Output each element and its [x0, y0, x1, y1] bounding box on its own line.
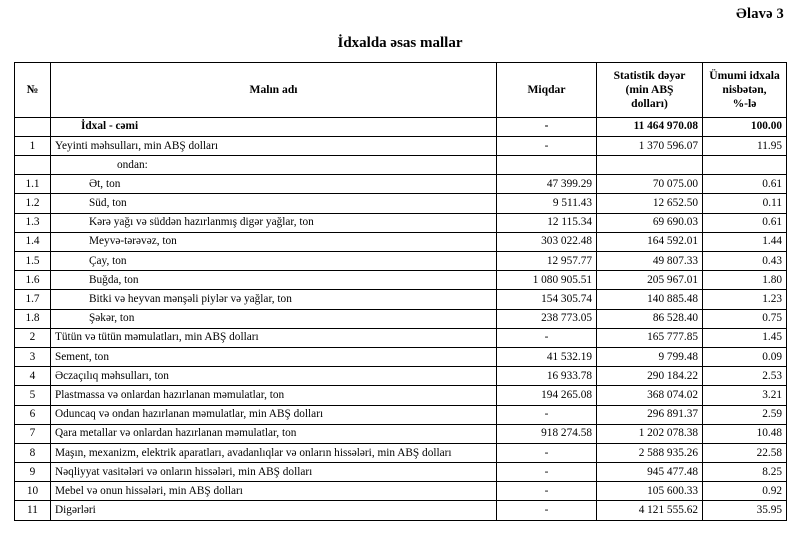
table-row	[15, 443, 787, 462]
table-row	[15, 117, 787, 136]
row-commodity-name: Buğda, ton	[51, 271, 497, 290]
row-share-percent: 1.44	[703, 232, 787, 251]
row-share-percent: 0.92	[703, 482, 787, 501]
row-statistical-value: 86 528.40	[597, 309, 703, 328]
row-number: 5	[15, 386, 51, 405]
table-body	[15, 117, 787, 520]
row-quantity: -	[497, 501, 597, 520]
row-number: 7	[15, 424, 51, 443]
row-commodity-name: Ət, ton	[51, 175, 497, 194]
row-quantity: -	[497, 463, 597, 482]
row-commodity-name: Çay, ton	[51, 252, 497, 271]
table-row	[15, 347, 787, 366]
column-header-quantity: Miqdar	[497, 63, 597, 118]
row-quantity: 16 933.78	[497, 367, 597, 386]
row-number: 10	[15, 482, 51, 501]
row-number: 1.2	[15, 194, 51, 213]
row-share-percent: 2.59	[703, 405, 787, 424]
row-number: 1	[15, 136, 51, 155]
row-statistical-value: 296 891.37	[597, 405, 703, 424]
row-share-percent: 1.45	[703, 328, 787, 347]
row-share-percent: 22.58	[703, 443, 787, 462]
row-statistical-value: 2 588 935.26	[597, 443, 703, 462]
row-number: 8	[15, 443, 51, 462]
row-number: 11	[15, 501, 51, 520]
row-statistical-value: 945 477.48	[597, 463, 703, 482]
table-row	[15, 424, 787, 443]
row-commodity-name: Kərə yağı və süddən hazırlanmış digər yağlar, ton	[51, 213, 497, 232]
row-statistical-value: 1 202 078.38	[597, 424, 703, 443]
row-share-percent: 0.09	[703, 347, 787, 366]
column-header-value-line2: (min ABŞ	[625, 82, 674, 96]
table-row	[15, 213, 787, 232]
row-share-percent: 100.00	[703, 117, 787, 136]
table-row	[15, 405, 787, 424]
row-statistical-value: 105 600.33	[597, 482, 703, 501]
imports-table	[14, 62, 787, 521]
row-number: 1.3	[15, 213, 51, 232]
column-header-value-line1: Statistik dəyər	[613, 69, 686, 82]
row-share-percent: 11.95	[703, 136, 787, 155]
row-commodity-name: Bitki və heyvan mənşəli piylər və yağlar, ton	[51, 290, 497, 309]
row-share-percent: 0.61	[703, 175, 787, 194]
row-number: 4	[15, 367, 51, 386]
table-header-row	[15, 63, 787, 118]
row-statistical-value: 368 074.02	[597, 386, 703, 405]
table-row	[15, 328, 787, 347]
row-share-percent: 0.43	[703, 252, 787, 271]
table-row	[15, 136, 787, 155]
row-quantity: 154 305.74	[497, 290, 597, 309]
row-commodity-name: İdxal - cəmi	[51, 117, 497, 136]
row-statistical-value: 70 075.00	[597, 175, 703, 194]
row-commodity-name: Qara metallar və onlardan hazırlanan məmulatlar, ton	[51, 424, 497, 443]
row-quantity: -	[497, 405, 597, 424]
row-statistical-value: 11 464 970.08	[597, 117, 703, 136]
row-commodity-name: Meyvə-tərəvəz, ton	[51, 232, 497, 251]
row-commodity-name: Maşın, mexanizm, elektrik aparatları, avadanlıqlar və onların hissələri, min ABŞ dolları	[51, 443, 497, 462]
row-quantity: 194 265.08	[497, 386, 597, 405]
row-commodity-name: Nəqliyyat vasitələri və onların hissələri, min ABŞ dolları	[51, 463, 497, 482]
row-statistical-value: 140 885.48	[597, 290, 703, 309]
row-number: 1.1	[15, 175, 51, 194]
table-row	[15, 367, 787, 386]
row-quantity: 12 957.77	[497, 252, 597, 271]
row-statistical-value: 69 690.03	[597, 213, 703, 232]
row-quantity: -	[497, 117, 597, 136]
row-commodity-name: Sement, ton	[51, 347, 497, 366]
table-row	[15, 463, 787, 482]
row-commodity-name: Tütün və tütün məmulatları, min ABŞ dolları	[51, 328, 497, 347]
row-number: 1.5	[15, 252, 51, 271]
row-statistical-value	[597, 156, 703, 175]
row-statistical-value: 12 652.50	[597, 194, 703, 213]
row-quantity: 303 022.48	[497, 232, 597, 251]
row-share-percent: 8.25	[703, 463, 787, 482]
row-quantity: -	[497, 443, 597, 462]
row-share-percent: 0.11	[703, 194, 787, 213]
row-number: 1.8	[15, 309, 51, 328]
row-quantity: 238 773.05	[497, 309, 597, 328]
table-row	[15, 271, 787, 290]
row-commodity-name: Digərləri	[51, 501, 497, 520]
table-row	[15, 156, 787, 175]
table-row	[15, 482, 787, 501]
row-share-percent: 0.75	[703, 309, 787, 328]
row-share-percent: 1.80	[703, 271, 787, 290]
row-commodity-name: ondan:	[51, 156, 497, 175]
row-statistical-value: 49 807.33	[597, 252, 703, 271]
column-header-share-line3: %-lə	[732, 96, 757, 110]
row-commodity-name: Şəkər, ton	[51, 309, 497, 328]
row-statistical-value: 4 121 555.62	[597, 501, 703, 520]
row-number: 1.7	[15, 290, 51, 309]
row-quantity: 9 511.43	[497, 194, 597, 213]
table-row	[15, 386, 787, 405]
row-quantity: -	[497, 482, 597, 501]
row-statistical-value: 205 967.01	[597, 271, 703, 290]
row-statistical-value: 164 592.01	[597, 232, 703, 251]
row-statistical-value: 165 777.85	[597, 328, 703, 347]
row-share-percent: 35.95	[703, 501, 787, 520]
row-commodity-name: Mebel və onun hissələri, min ABŞ dolları	[51, 482, 497, 501]
row-share-percent: 3.21	[703, 386, 787, 405]
table-row	[15, 232, 787, 251]
row-quantity: -	[497, 136, 597, 155]
table-row	[15, 309, 787, 328]
table-row	[15, 194, 787, 213]
column-header-share-line2: nisbətən,	[722, 82, 767, 96]
row-number: 6	[15, 405, 51, 424]
page-title: İdxalda əsas mallar	[337, 35, 463, 51]
row-share-percent: 0.61	[703, 213, 787, 232]
row-share-percent	[703, 156, 787, 175]
row-share-percent: 1.23	[703, 290, 787, 309]
column-header-value	[597, 63, 703, 118]
row-number	[15, 156, 51, 175]
row-quantity: 1 080 905.51	[497, 271, 597, 290]
column-header-share	[703, 63, 787, 118]
column-header-name: Malın adı	[51, 63, 497, 118]
table-row	[15, 252, 787, 271]
row-statistical-value: 9 799.48	[597, 347, 703, 366]
row-number: 1.4	[15, 232, 51, 251]
row-commodity-name: Oduncaq və ondan hazırlanan məmulatlar, min ABŞ dolları	[51, 405, 497, 424]
row-quantity	[497, 156, 597, 175]
row-number: 3	[15, 347, 51, 366]
row-number: 2	[15, 328, 51, 347]
row-quantity: -	[497, 328, 597, 347]
table-row	[15, 501, 787, 520]
column-header-no: №	[15, 63, 51, 118]
row-share-percent: 10.48	[703, 424, 787, 443]
table-row	[15, 290, 787, 309]
row-quantity: 12 115.34	[497, 213, 597, 232]
row-statistical-value: 1 370 596.07	[597, 136, 703, 155]
column-header-value-line3: dolları)	[631, 96, 668, 110]
row-commodity-name: Plastmassa və onlardan hazırlanan məmulatlar, ton	[51, 386, 497, 405]
row-quantity: 918 274.58	[497, 424, 597, 443]
column-header-share-line1: Ümumi idxala	[709, 69, 780, 82]
appendix-label: Əlavə 3	[736, 6, 784, 22]
row-share-percent: 2.53	[703, 367, 787, 386]
row-commodity-name: Süd, ton	[51, 194, 497, 213]
row-number	[15, 117, 51, 136]
row-quantity: 47 399.29	[497, 175, 597, 194]
row-commodity-name: Yeyinti məhsulları, min ABŞ dolları	[51, 136, 497, 155]
row-number: 9	[15, 463, 51, 482]
row-statistical-value: 290 184.22	[597, 367, 703, 386]
row-commodity-name: Əczaçılıq məhsulları, ton	[51, 367, 497, 386]
row-number: 1.6	[15, 271, 51, 290]
table-row	[15, 175, 787, 194]
row-quantity: 41 532.19	[497, 347, 597, 366]
